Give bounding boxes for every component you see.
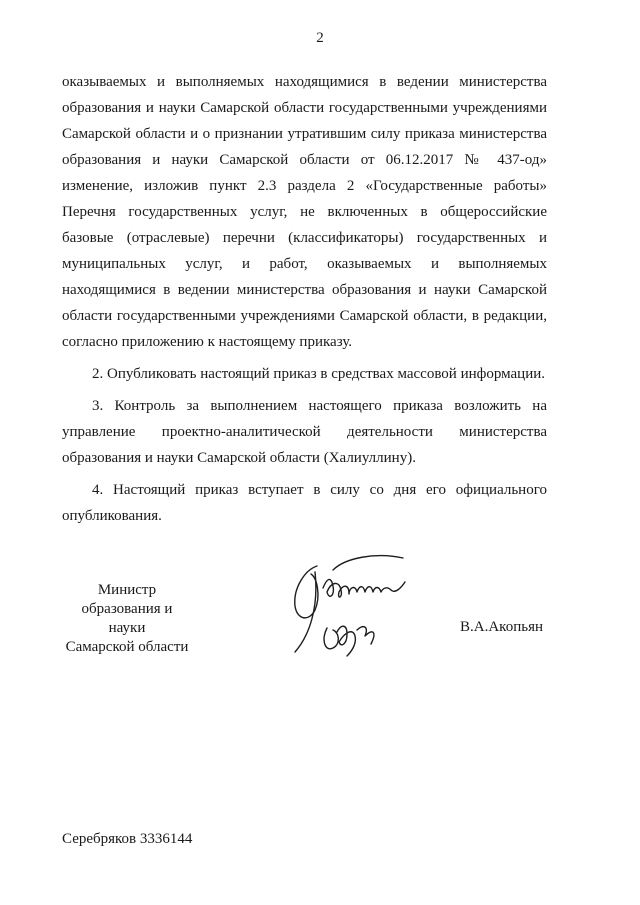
paragraph-continuation: оказываемых и выполняемых находящимися в ведении министерства образования и науки Самарской области государственными учреждениями Самарской области и о признании утратившим силу приказа министерства образования и науки Самарской области от 06.12.2017 № 437-од» изменение, изложив пункт 2.3 раздела 2 «Государственные работы» Перечня государственных услуг, не включенных в общероссийские базовые (отраслевые) перечни (классификаторы) государственных и муниципальных услуг, и работ, оказываемых и выполняемых находящимися в ведении министерства образования и науки Самарской области государственными учреждениями Самарской области, в редакции, согласно приложению к настоящему приказу. xyxy=(62,74,547,350)
signatory-name: В.А.Акопьян xyxy=(460,619,543,635)
paragraph-item-4: 4. Настоящий приказ вступает в силу со дня его официального опубликования. xyxy=(62,482,547,524)
signatory-title-line-2: образования и науки xyxy=(81,601,173,636)
document-body xyxy=(62,69,547,535)
signatory-title-line-1: Министр xyxy=(97,582,157,598)
signatory-title-line-3: Самарской области xyxy=(65,639,189,655)
paragraph-item-2: 2. Опубликовать настоящий приказ в средствах массовой информации. xyxy=(92,366,546,382)
handwritten-signature xyxy=(275,548,420,673)
executor-contact: Серебряков 3336144 xyxy=(62,831,193,847)
signatory-title xyxy=(62,581,192,657)
paragraph-item-3: 3. Контроль за выполнением настоящего приказа возложить на управление проектно-аналитической деятельности министерства образования и науки Самарской области (Халиуллину). xyxy=(62,398,547,466)
page-number: 2 xyxy=(316,30,324,46)
